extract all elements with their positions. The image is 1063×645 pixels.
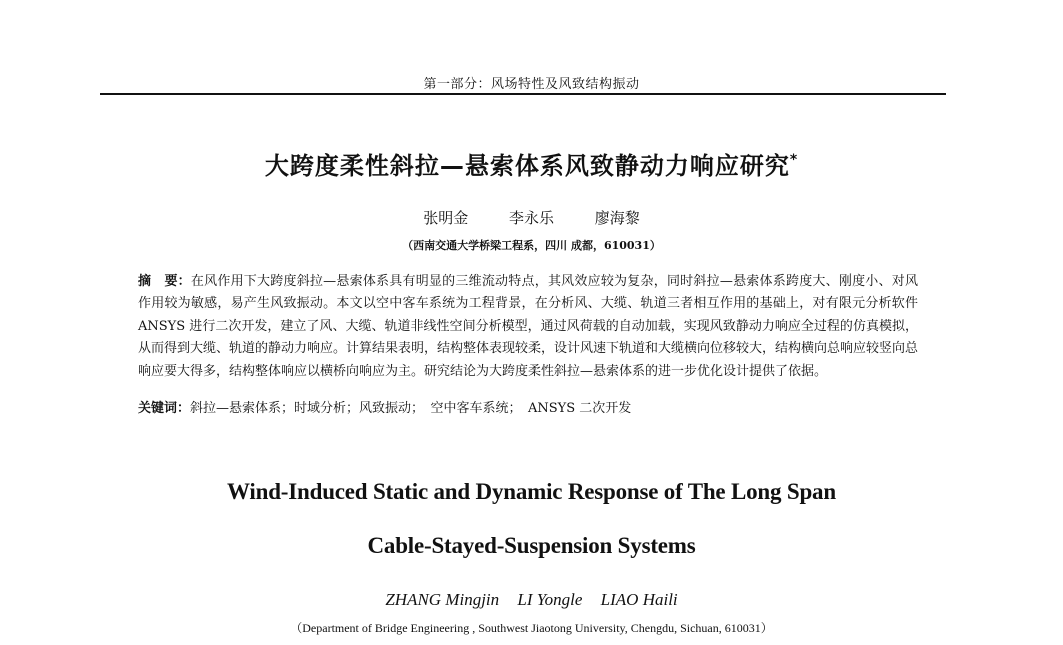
en-title-line-2: Cable-Stayed-Suspension Systems <box>367 533 696 558</box>
keywords-text: 斜拉—悬索体系；时域分析；风致振动； 空中客车系统； ANSYS 二次开发 <box>190 401 632 416</box>
cn-author: 廖海黎 <box>594 209 640 227</box>
en-title-line-1: Wind-Induced Static and Dynamic Response of The Long Span <box>227 479 836 504</box>
cn-title <box>0 146 1063 181</box>
en-authors <box>0 590 1063 610</box>
abstract-label: 摘 要： <box>138 274 191 289</box>
cn-authors <box>0 207 1063 228</box>
footnote-mark: * <box>789 152 799 168</box>
cn-affiliation: （西南交通大学桥梁工程系，四川 成都，610031） <box>402 239 661 252</box>
en-author: ZHANG Mingjin <box>385 590 500 609</box>
cn-author: 李永乐 <box>508 209 554 227</box>
en-author: LIAO Haili <box>600 590 678 609</box>
abstract <box>138 271 918 383</box>
cn-title-text: 大跨度柔性斜拉—悬索体系风致静动力响应研究 <box>264 152 790 180</box>
cn-author: 张明金 <box>423 209 469 227</box>
keywords-label: 关键词： <box>138 401 191 416</box>
en-author: LI Yongle <box>517 590 583 609</box>
keywords <box>138 399 918 419</box>
en-affiliation: （Department of Bridge Engineering , Southwest Jiaotong University, Chengdu, Sichuan, 610031） <box>290 621 773 635</box>
abstract-text: 在风作用下大跨度斜拉—悬索体系具有明显的三维流动特点，其风效应较为复杂，同时斜拉—悬索体系跨度大、刚度小、对风作用较为敏感，易产生风致振动。本文以空中客车系统为工程背景，在分析风、大缆、轨道三者相互作用的基础上，对有限元分析软件 ANSYS 进行二次开发，建立了风、大缆、轨道非线性空间分析模型，通过风荷载的自动加载，实现风致静动力响应全过程的仿真模拟，从而得到大缆、轨道的静动力响应。计算结果表明，结构整体表现较柔，设计风速下轨道和大缆横向位移较大，结构横向总响应较竖向总响应要大得多，结构整体响应以横桥向响应为主。研究结论为大跨度柔性斜拉—悬索体系的进一步优化设计提供了依据。 <box>138 274 919 379</box>
running-header: 第一部分：风场特性及风致结构振动 <box>423 77 640 92</box>
header-rule <box>100 93 946 95</box>
